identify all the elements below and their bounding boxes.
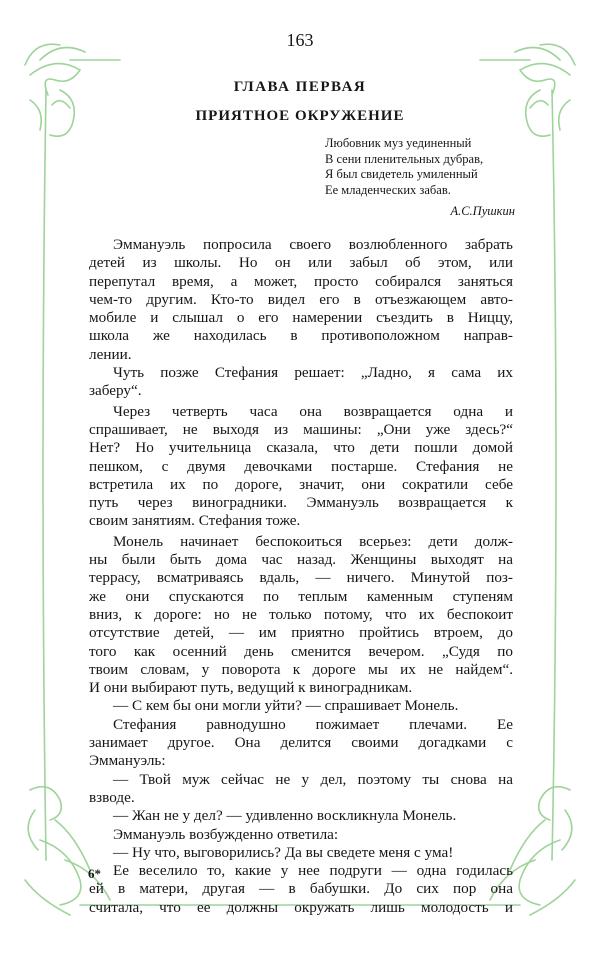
text-line: ей в матери, другая — в бабушки. До сих пор она — [89, 880, 513, 898]
chapter-title: ПРИЯТНОЕ ОКРУЖЕНИЕ — [195, 108, 405, 124]
epigraph-line: В сени пленительных дубрав, — [325, 151, 484, 166]
text-line: террасу, всматриваясь вдаль, — ничего. Минутой поз- — [89, 569, 513, 587]
text-line: взводе. — [89, 788, 135, 806]
text-line: Эммануэль попросила своего возлюбленного забрать — [113, 236, 513, 253]
chapter-label: ГЛАВА ПЕРВАЯ — [233, 79, 367, 95]
text-line: занимает другое. Она делится своими догадками с — [89, 734, 513, 752]
text-line: отсутствие детей, — им приятно пройтись втроем, до — [89, 624, 513, 642]
text-line: чем-то другим. Кто-то видел его в отъезжающем авто- — [89, 290, 513, 308]
text-line: твоим словам, у поворота к дороге мы их не найдем“. — [89, 660, 513, 678]
text-line: своим занятиям. Стефания тоже. — [89, 512, 301, 530]
text-line: ны были быть дома час назад. Женщины выходят на — [89, 551, 513, 569]
text-line: — Твой муж сейчас не у дел, поэтому ты снова на — [113, 770, 513, 788]
body-text — [89, 236, 513, 917]
ornament-bottom-right — [510, 787, 575, 915]
ornament-bottom-left — [25, 787, 90, 915]
text-line: мобиле и слышал о его намерении съездить в Ниццу, — [89, 309, 513, 327]
epigraph-line: Ее младенческих забав. — [325, 182, 451, 197]
text-line: пешком, с двумя девочками постарше. Стефания не — [89, 457, 513, 475]
text-line: И они выбирают путь, ведущий к виноградникам. — [89, 679, 413, 697]
epigraph-line: Любовник муз уединенный — [325, 136, 472, 150]
frame-left-line — [43, 90, 46, 860]
text-line: — Жан не у дел? — удивленно воскликнула Монель. — [113, 807, 457, 825]
text-line: Стефания равнодушно пожимает плечами. Ее — [113, 715, 513, 733]
text-line: того как осенний день сменится вечером. „Судя по — [89, 642, 513, 660]
epigraph — [325, 136, 515, 198]
text-line: перепутал время, а может, просто собирался заняться — [89, 272, 513, 290]
epigraph-line: Я был свидетель умиленный — [325, 167, 478, 181]
text-line: Через четверть часа она возвращается одна и — [113, 402, 513, 420]
text-line: Монель начинает беспокоиться всерьез: дети долж- — [113, 532, 513, 550]
page-number: 163 — [286, 30, 314, 50]
text-line: — Ну что, выговорились? Да вы сведете меня с ума! — [113, 843, 454, 861]
text-line: путь через виноградники. Эммануэль возвращается к — [89, 494, 513, 512]
text-line: же они спускаются по теплым каменным ступеням — [89, 587, 513, 605]
printer-signature-mark: 6* — [88, 866, 101, 881]
text-line: заберу“. — [89, 382, 142, 400]
text-line: Эммануэль возбужденно ответила: — [113, 825, 339, 843]
text-line: детей из школы. Но он или забыл об этом, или — [89, 254, 513, 272]
text-line: встретила их по дороге, значит, они сократили себе — [89, 475, 513, 493]
frame-right-line — [552, 90, 556, 860]
text-line: спрашивает, не выходя из машины: „Они уже здесь?“ — [89, 420, 513, 438]
text-line: Ее веселило то, какие у нее подруги — одна годилась — [113, 862, 513, 880]
text-line: лении. — [89, 345, 132, 363]
text-line: считала, что ее должны окружать лишь молодость и — [89, 898, 513, 916]
text-line: вниз, к дороге: но не только потому, что их беспокоит — [89, 605, 513, 623]
text-line: — С кем бы они могли уйти? — спрашивает Монель. — [113, 697, 459, 715]
text-line: Эммануэль: — [89, 752, 166, 770]
epigraph-author: А.С.Пушкин — [450, 204, 515, 218]
text-line: школа же находилась в противоположном направ- — [89, 327, 513, 345]
text-line: Чуть позже Стефания решает: „Ладно, я сама их — [113, 364, 513, 382]
text-line: Нет? Но учительница сказала, что дети пошли домой — [89, 439, 513, 457]
